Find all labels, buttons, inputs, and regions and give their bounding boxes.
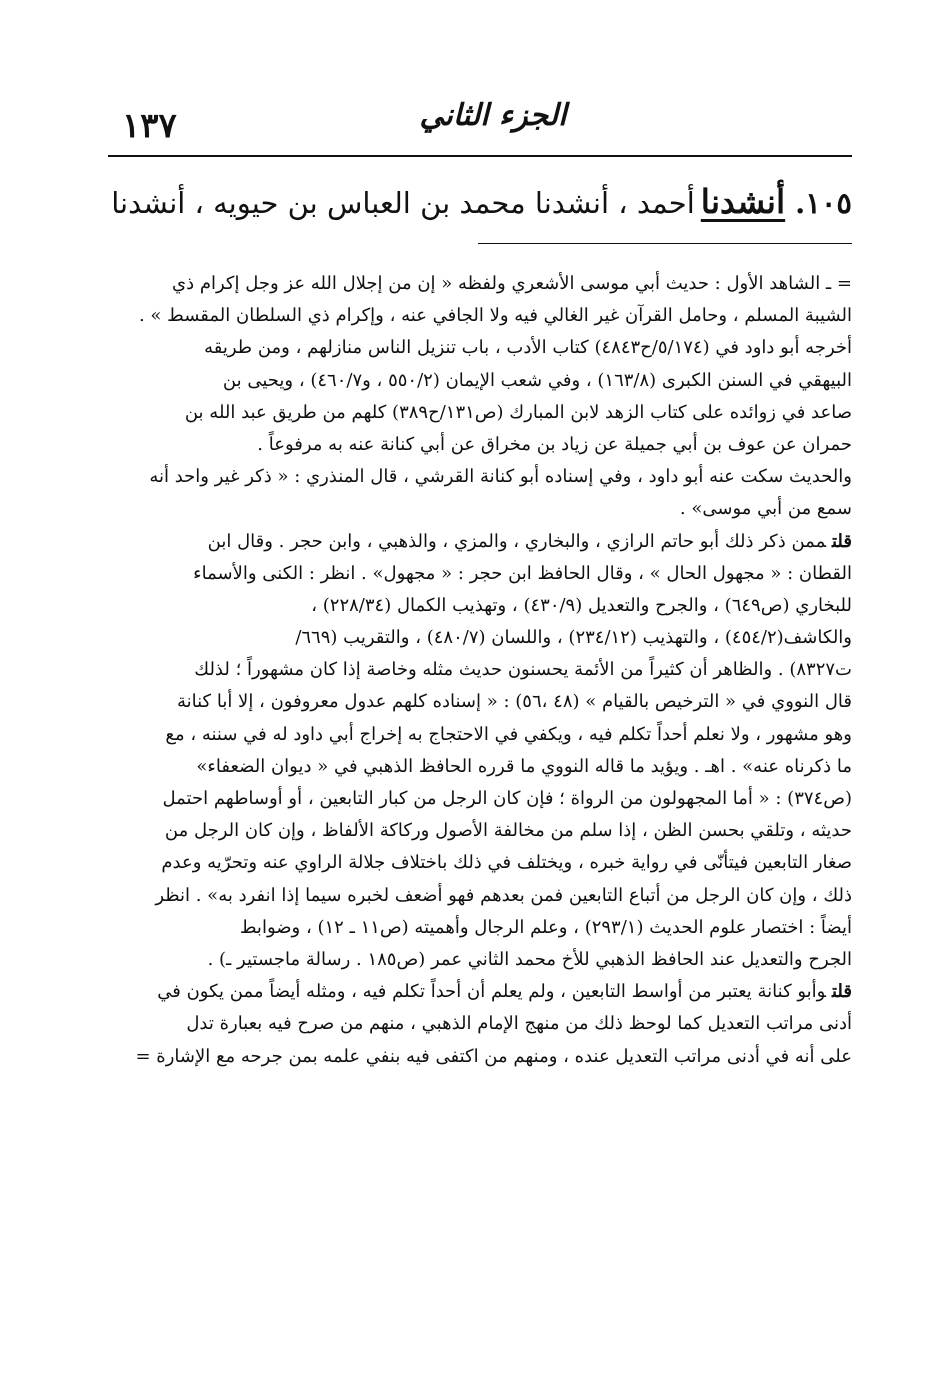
qult-label: قلت xyxy=(832,981,852,1003)
footnote-line: والحديث سكت عنه أبو داود ، وفي إسناده أبو كنانة القرشي ، قال المنذري : « ذكر غير واحد أنه xyxy=(149,466,852,488)
footnote-line: حمران عن عوف بن أبي جميلة عن زياد بن مخراق عن أبي كنانة عنه به مرفوعاً . xyxy=(257,433,852,455)
running-title: الجزء الثاني xyxy=(419,98,567,133)
footnote-line: الشيبة المسلم ، وحامل القرآن غير الغالي فيه ولا الجافي عنه ، وإكرام ذي السلطان المقسط » . xyxy=(138,305,852,327)
footnote-line xyxy=(96,976,852,1008)
header-divider xyxy=(108,155,852,157)
footnote-line: ذلك ، وإن كان الرجل من أتباع التابعين فمن بعدهم فهو أضعف لخبره سيما إذا انفرد به» . انظر xyxy=(155,884,852,906)
qult-label: قلت xyxy=(832,530,852,552)
footnote-line: على أنه في أدنى مراتب التعديل عنده ، ومنهم من اكتفى فيه بنفي علمه بمن جرحه مع الإشارة = xyxy=(135,1045,852,1067)
entry-number: ١٠٥. xyxy=(795,186,852,220)
footnote-line: أدنى مراتب التعديل كما لوحظ ذلك من منهج الإمام الذهبي ، منهم من صرح فيه بعبارة تدل xyxy=(186,1013,852,1035)
footnote-line: القطان : « مجهول الحال » ، وقال الحافظ ابن حجر : « مجهول» . انظر : الكنى والأسماء xyxy=(193,562,852,584)
footnote-line: سمع من أبي موسى» . xyxy=(679,498,852,520)
footnote-line-text: وأبو كنانة يعتبر من أواسط التابعين ، ولم يعلم أن أحداً تكلم فيه ، ومثله أيضاً ممن يكون في xyxy=(157,981,826,1003)
main-text-line xyxy=(108,182,852,223)
footnote-line: قال النووي في « الترخيص بالقيام » (٤٨ ،٥٦) : « إسناده كلهم عدول معروفون ، إلا أبا كنانة xyxy=(176,691,852,713)
footnote-line: = ـ الشاهد الأول : حديث أبي موسى الأشعري ولفظه « إن من إجلال الله عز وجل إكرام ذي xyxy=(172,273,852,294)
footnote-line: أيضاً : اختصار علوم الحديث (٢٩٣/١) ، وعلم الرجال وأهميته (ص١١ ـ ١٢) ، وضوابط xyxy=(239,916,852,938)
footnote-line: صغار التابعين فيتأنّى في رواية خبره ، ويختلف في ذلك باختلاف جلالة الراوي عنه وتحرّيه وعدم xyxy=(161,852,852,874)
footnote-line: ت٨٣٢٧) . والظاهر أن كثيراً من الأئمة يحسنون حديث مثله وخاصة إذا كان مشهوراً ؛ لذلك xyxy=(194,659,852,681)
footnote-line: ما ذكرناه عنه» . اهـ . ويؤيد ما قاله النووي ما قرره الحافظ الذهبي في « ديوان الضعفاء» xyxy=(196,755,852,777)
footnote-line: أخرجه أبو داود في (٥/١٧٤/ح٤٨٤٣) كتاب الأدب ، باب تنزيل الناس منازلهم ، ومن طريقه xyxy=(204,337,852,359)
footnote-line: البيهقي في السنن الكبرى (١٦٣/٨) ، وفي شعب الإيمان (٥٥٠/٢ ، و٤٦٠/٧) ، ويحيى بن xyxy=(222,369,852,391)
footnote-line: للبخاري (ص٦٤٩) ، والجرح والتعديل (٤٣٠/٩) ، وتهذيب الكمال (٢٢٨/٣٤) ، xyxy=(311,594,852,616)
entry-text: أحمد ، أنشدنا محمد بن العباس بن حيويه ، أنشدنا xyxy=(111,186,695,220)
footnote-line-text: ممن ذكر ذلك أبو حاتم الرازي ، والبخاري ، والمزي ، والذهبي ، وابن حجر . وقال ابن xyxy=(207,530,826,552)
footnote-divider xyxy=(478,243,852,244)
footnote-line: (ص٣٧٤) : « أما المجهولون من الرواة ؛ فإن كان الرجل من كبار التابعين ، أو أوساطهم احتمل xyxy=(162,788,852,809)
footnotes xyxy=(96,268,852,1073)
page-header xyxy=(108,92,852,154)
footnote-line: حديثه ، وتلقي بحسن الظن ، إذا سلم من مخالفة الأصول وركاكة الألفاظ ، وإن كان الرجل من xyxy=(164,820,852,842)
footnote-line: الجرح والتعديل عند الحافظ الذهبي للأخ محمد الثاني عمر (ص١٨٥ . رسالة ماجستير ـ) . xyxy=(207,948,852,970)
footnote-line: وهو مشهور ، ولا نعلم أحداً تكلم فيه ، ويكفي في الاحتجاج به إخراج أبي داود له في سننه ، مع xyxy=(165,723,852,745)
footnote-line xyxy=(96,526,852,558)
entry-lead-word: أنشدنا xyxy=(700,182,786,221)
footnote-line: والكاشف(٤٥٤/٢) ، والتهذيب (٢٣٤/١٢) ، واللسان (٤٨٠/٧) ، والتقريب (٦٦٩/ xyxy=(295,627,852,649)
footnote-line: صاعد في زوائده على كتاب الزهد لابن المبارك (ص١٣١/ح٣٨٩) كلهم من طريق عبد الله بن xyxy=(184,401,852,423)
page-number: ١٣٧ xyxy=(122,106,177,146)
